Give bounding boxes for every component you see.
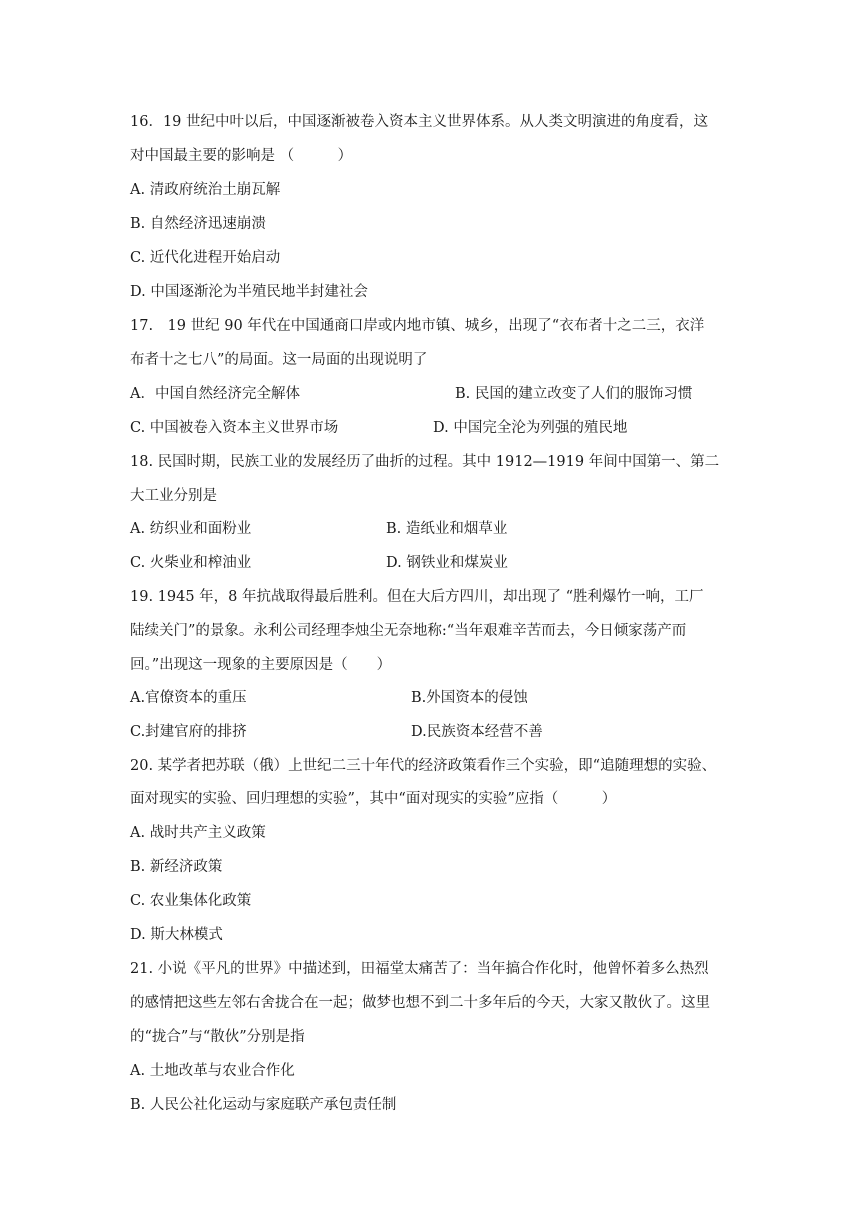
question-17-text-cont: 布者十之七八”的局面。这一局面的出现说明了 — [130, 352, 428, 368]
question-18-option-d: D. 钢铁业和煤炭业 — [386, 555, 508, 571]
question-17-option-b: B. 民国的建立改变了人们的服饰习惯 — [455, 386, 693, 402]
question-20-text: 20. 某学者把苏联（俄）上世纪二三十年代的经济政策看作三个实验，即“追随理想的实验、 — [130, 758, 717, 774]
question-16-option-a: A. 清政府统治土崩瓦解 — [130, 182, 281, 198]
question-18-option-a: A. 纺织业和面粉业 — [130, 521, 252, 537]
question-16-option-c: C. 近代化进程开始启动 — [130, 250, 281, 266]
question-18-text-cont: 大工业分别是 — [130, 488, 217, 504]
question-16-option-b: B. 自然经济迅速崩溃 — [130, 216, 266, 232]
question-17-text: 17. 19 世纪 90 年代在中国通商口岸或内地市镇、城乡，出现了“衣布者十之二三，衣洋 — [130, 318, 705, 334]
question-19-text-cont-2: 回。”出现这一现象的主要原因是（ ） — [130, 657, 392, 673]
question-20-option-d: D. 斯大林模式 — [130, 927, 223, 943]
question-17-option-d: D. 中国完全沦为列强的殖民地 — [433, 420, 628, 436]
question-19-text: 19. 1945 年，8 年抗战取得最后胜利。但在大后方四川，却出现了 “胜利爆竹一响，工厂 — [130, 589, 704, 605]
question-17-option-c: C. 中国被卷入资本主义世界市场 — [130, 420, 339, 436]
question-19-option-b: B.外国资本的侵蚀 — [411, 690, 528, 706]
question-17-option-a: A．中国自然经济完全解体 — [130, 386, 300, 402]
question-16-text-cont: 对中国最主要的影响是 （ ） — [130, 148, 353, 164]
question-18-option-b: B. 造纸业和烟草业 — [386, 521, 508, 537]
question-20-text-cont: 面对现实的实验、回归理想的实验”，其中“面对现实的实验”应指（ ） — [130, 791, 617, 807]
question-19-text-cont: 陆续关门”的景象。永利公司经理李烛尘无奈地称:“当年艰难辛苦而去，今日倾家荡产而 — [130, 623, 687, 639]
question-21-option-b: B. 人民公社化运动与家庭联产承包责任制 — [130, 1097, 397, 1113]
question-20-option-c: C. 农业集体化政策 — [130, 893, 252, 909]
question-21-text: 21. 小说《平凡的世界》中描述到，田福堂太痛苦了：当年搞合作化时，他曾怀着多么热烈 — [130, 961, 709, 977]
question-19-option-d: D.民族资本经营不善 — [411, 724, 543, 740]
question-16-option-d: D. 中国逐渐沦为半殖民地半封建社会 — [130, 284, 368, 300]
question-19-option-a: A.官僚资本的重压 — [130, 690, 247, 706]
question-21-text-cont-2: 的“拢合”与“散伙”分别是指 — [130, 1029, 305, 1045]
question-18-option-c: C. 火柴业和榨油业 — [130, 555, 252, 571]
question-21-text-cont: 的感情把这些左邻右舍拢合在一起；做梦也想不到二十多年后的今天，大家又散伙了。这里 — [130, 995, 710, 1011]
question-18-text: 18. 民国时期，民族工业的发展经历了曲折的过程。其中 1912—1919 年间中国第一、第二 — [130, 454, 720, 470]
question-19-option-c: C.封建官府的排挤 — [130, 724, 247, 740]
question-21-option-a: A. 土地改革与农业合作化 — [130, 1063, 295, 1079]
question-20-option-a: A. 战时共产主义政策 — [130, 825, 266, 841]
question-16-text: 16．19 世纪中叶以后，中国逐渐被卷入资本主义世界体系。从人类文明演进的角度看，这 — [130, 114, 709, 130]
question-20-option-b: B. 新经济政策 — [130, 859, 223, 875]
